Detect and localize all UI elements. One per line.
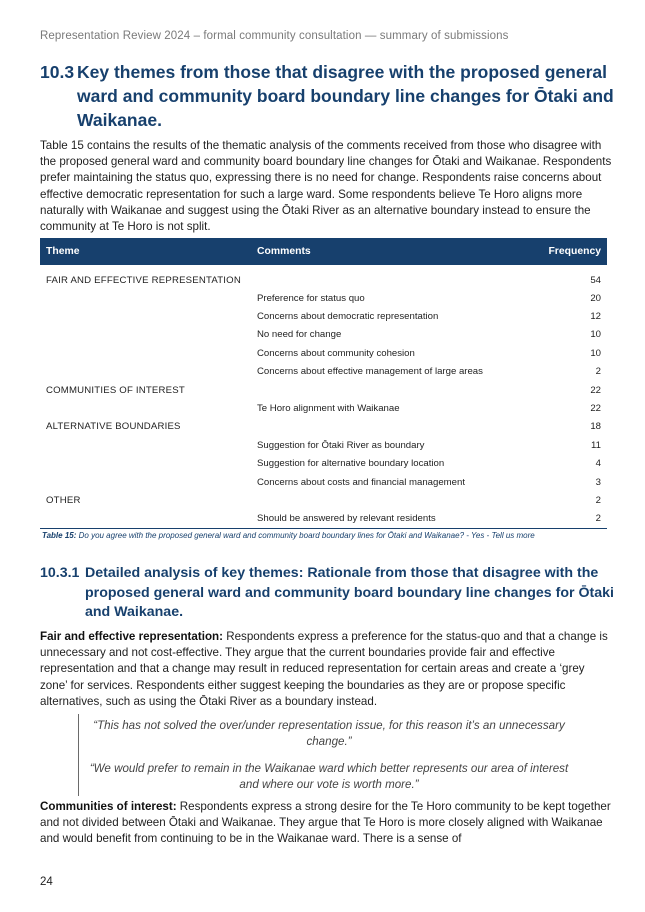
theme-cell: FAIR AND EFFECTIVE REPRESENTATION [46, 274, 241, 286]
theme-cell [40, 436, 251, 454]
frequency-cell: 2 [537, 510, 607, 528]
theme-cell: COMMUNITIES OF INTEREST [46, 384, 185, 396]
running-header: Representation Review 2024 – formal community consultation — summary of submissions [40, 30, 509, 42]
comment-cell [251, 491, 537, 509]
table-row [40, 307, 607, 325]
paragraph-fair-representation [40, 629, 612, 710]
comment-cell: Suggestion for Ōtaki River as boundary [257, 439, 425, 451]
comment-cell: Concerns about democratic representation [257, 311, 439, 323]
quote: “This has not solved the over/under representation issue, for this reason it’s an unnecessary change.” [93, 719, 565, 748]
frequency-cell: 22 [590, 384, 601, 396]
comment-cell: Te Horo alignment with Waikanae [257, 403, 400, 415]
paragraph-label: Fair and effective representation: [40, 630, 223, 643]
paragraph-communities-of-interest [40, 799, 612, 848]
comment-cell: Should be answered by relevant residents [251, 510, 537, 528]
theme-cell [40, 363, 251, 381]
table-row [40, 418, 607, 436]
frequency-cell: 2 [595, 366, 601, 378]
caption-text: Do you agree with the proposed general ward and community board boundary lines for Ōtaki and Waikanae? - Yes - Tell us more [76, 531, 535, 540]
theme-cell [40, 399, 251, 417]
comment-cell: Concerns about effective management of large areas [257, 366, 483, 378]
section-title: Key themes from those that disagree with the proposed general ward and community board boundary line changes for Ōtaki and Waikanae. [77, 62, 614, 130]
frequency-cell: 10 [590, 329, 601, 341]
theme-cell: ALTERNATIVE BOUNDARIES [46, 421, 181, 433]
section-number: 10.3 [40, 62, 75, 82]
frequency-cell: 18 [590, 421, 601, 433]
caption-label: Table 15: [42, 531, 77, 540]
comment-cell [251, 265, 537, 289]
table-row [40, 289, 607, 307]
table-header-row [40, 238, 607, 265]
comment-cell [251, 418, 537, 436]
comment-cell: Concerns about community cohesion [257, 347, 415, 359]
frequency-cell: 22 [590, 403, 601, 415]
theme-cell [40, 344, 251, 362]
subsection-heading [40, 564, 620, 623]
header-frequency: Frequency [537, 238, 607, 265]
table-row [40, 436, 607, 454]
table-row [40, 491, 607, 509]
theme-cell [40, 473, 251, 491]
subsection-number: 10.3.1 [40, 565, 80, 581]
header-comments: Comments [251, 238, 537, 265]
theme-cell [40, 510, 251, 528]
frequency-cell: 2 [595, 494, 601, 506]
theme-cell [40, 455, 251, 473]
paragraph-label: Communities of interest: [40, 800, 177, 813]
table-row [40, 265, 607, 289]
table-row [40, 381, 607, 399]
frequency-cell: 10 [590, 347, 601, 359]
table-row [40, 455, 607, 473]
frequency-cell: 20 [590, 292, 601, 304]
table-caption [42, 531, 535, 540]
table-row [40, 510, 607, 528]
comment-cell: No need for change [257, 329, 342, 341]
frequency-cell: 12 [590, 311, 601, 323]
table-row [40, 326, 607, 344]
comment-cell: Suggestion for alternative boundary location [257, 458, 445, 470]
frequency-cell: 3 [595, 476, 601, 488]
paragraph-text: Respondents express a strong desire for the Te Horo community to be kept together and not divided between Ōtaki and Waikanae. They argue that Te Horo is more closely aligned with Waikanae and would benefit from continuing to be in the Waikanae ward. There is a sense of [40, 800, 611, 846]
table-row [40, 473, 607, 491]
theme-cell [40, 326, 251, 344]
frequency-cell: 54 [590, 274, 601, 286]
section-heading [40, 60, 620, 132]
frequency-cell: 11 [591, 439, 601, 451]
comment-cell: Concerns about costs and financial management [257, 476, 465, 488]
theme-cell [40, 289, 251, 307]
quote: “We would prefer to remain in the Waikanae ward which better represents our area of interest and where our vote is worth more.” [89, 762, 569, 791]
table-row [40, 399, 607, 417]
theme-cell: OTHER [46, 494, 81, 506]
paragraph-text: Respondents express a preference for the status-quo and that a change is unnecessary and not cost-effective. They argue that the current boundaries provide fair and effective representation and that a change may result in reduced representation for certain areas and create a ‘grey zone’ for services. Respondents either suggest keeping the boundaries as they are or propose specific alternatives, such as using the Ōtaki River as a boundary instead. [40, 630, 608, 708]
header-theme: Theme [40, 238, 251, 265]
comment-cell: Preference for status quo [257, 292, 365, 304]
subsection-title: Detailed analysis of key themes: Rationale from those that disagree with the proposed general ward and community board boundary line changes for Ōtaki and Waikanae. [85, 565, 614, 620]
comment-cell [251, 381, 537, 399]
page-number: 24 [40, 876, 53, 888]
themes-table [40, 238, 607, 529]
quote-block [78, 714, 608, 796]
table-row [40, 363, 607, 381]
frequency-cell: 4 [595, 458, 601, 470]
section-intro: Table 15 contains the results of the thematic analysis of the comments received from those who disagree with the proposed general ward and community board boundary line changes for Ōtaki and Waikanae. Respondents prefer maintaining the status quo, expressing there is no need for change. Respondents raise concerns about effective democratic representation for such a large ward. Some respondents believe Te Horo aligns more naturally with Waikanae and suggest using the Ōtaki River as an alternative boundary instead to ensure the community at Te Horo is not split. [40, 139, 612, 234]
theme-cell [40, 307, 251, 325]
table-row [40, 344, 607, 362]
